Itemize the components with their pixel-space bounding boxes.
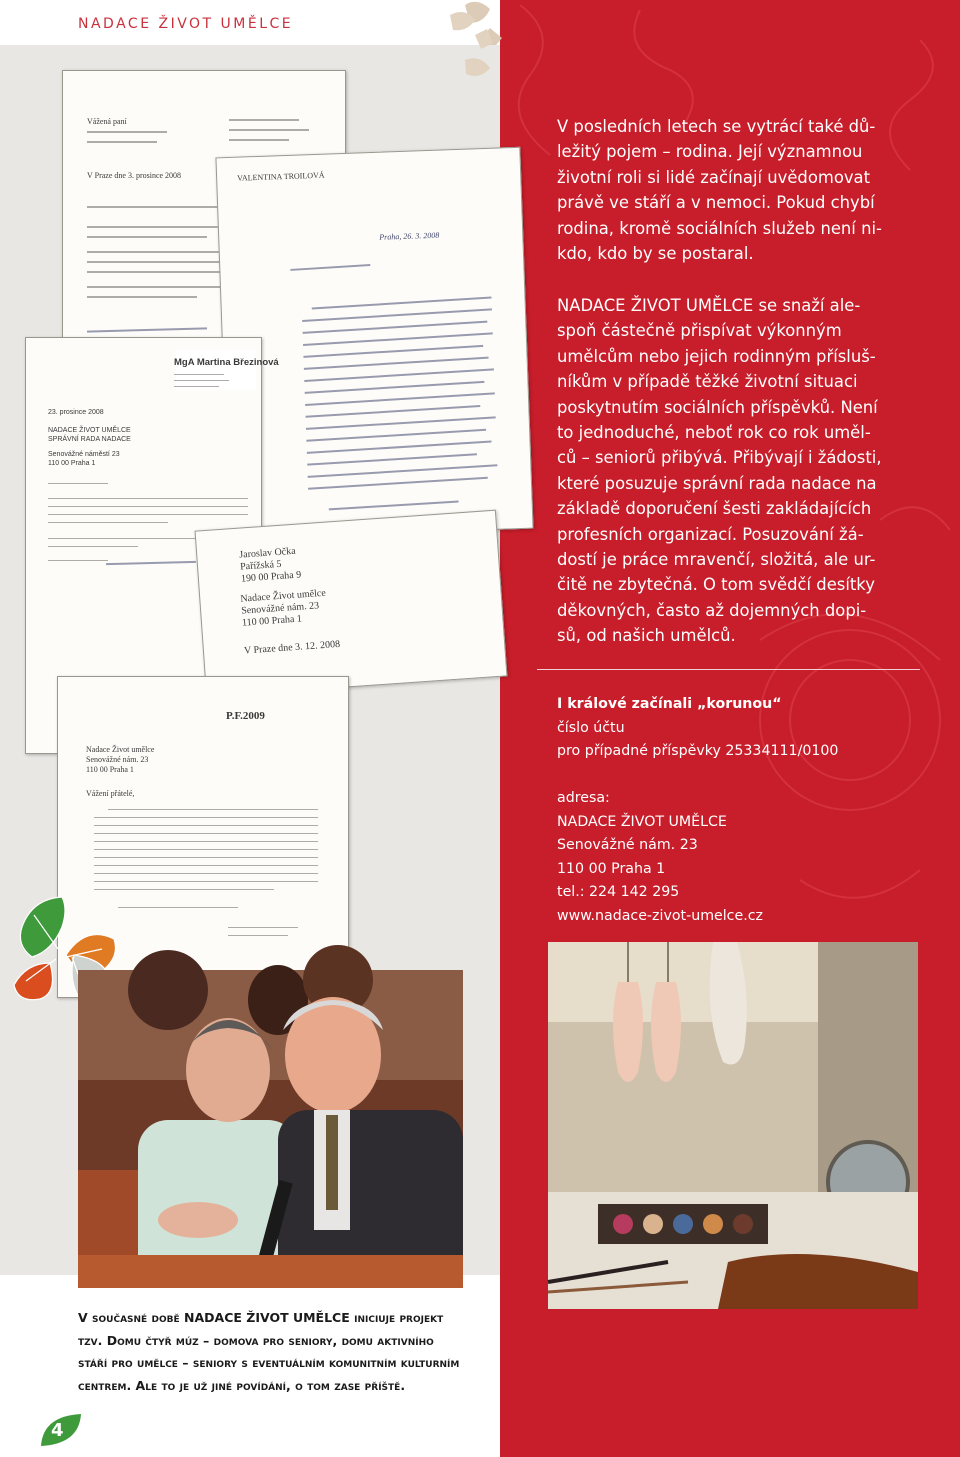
caption-line: V současné době NADACE ŽIVOT UMĚLCE iniciuje projekt [78,1310,444,1325]
letter-sender: Pařížská 5 [239,558,282,573]
website-link[interactable]: www.nadace-zivot-umelce.cz [557,907,763,924]
divider [537,669,920,670]
text-line: čitě ne zbytečná. O tom svědčí desítky [557,575,875,595]
ornament-icon [430,5,500,95]
intro-paragraph [557,114,897,266]
text-line: ců – seniorů přibývá. Přibývají i žádosti, [557,448,882,468]
text-line: sů, od našich umělců. [557,626,736,646]
address-org: NADACE ŽIVOT UMĚLCE [557,813,727,830]
text-line: právě ve stáří a v nemoci. Pokud chybí [557,193,875,213]
letter-recipient: Nadace Život umělce [240,587,327,605]
page-number-badge [37,1412,87,1452]
caption-line: tzv. Domu čtyř múz – domova pro seniory, domu aktivního [78,1332,434,1348]
page-number: 4 [51,1420,64,1441]
letter-recipient: 110 00 Praha 1 [241,613,303,629]
photo-dressing-table [548,942,918,1309]
caption [78,1307,478,1397]
letter-2 [215,147,533,539]
text-line: které posuzuje správní rada nadace na [557,473,877,493]
photo-dressing-table-illustration [548,942,918,1309]
address-street: Senovážné nám. 23 [557,837,698,853]
letter-date: V Praze dne 3. 12. 2008 [243,638,341,657]
text-line: to jednoduché, neboť rok co rok uměl- [557,423,871,443]
text-line: rodina, kromě sociálních služeb není ni- [557,218,882,238]
letter-date: 23. prosince 2008 [48,409,104,416]
letter-sender: 190 00 Praha 9 [240,569,302,585]
letter-recipient: Senovážné nám. 23 [86,755,149,764]
letter-address-line: NADACE ŽIVOT UMĚLCE [48,427,131,434]
text-line: níkům v případě těžké životní situaci [557,372,858,392]
text-line: základě doporučení šesti zakládajících [557,499,872,519]
text-line: ležitý pojem – rodina. Její významnou [557,142,863,162]
text-line: NADACE ŽIVOT UMĚLCE se snaží ale- [557,296,861,315]
photo-elderly-couple [78,970,463,1288]
photo-elderly-couple-illustration [78,970,463,1288]
letter-recipient: Nadace Život umělce [86,745,155,754]
account-number: pro případné příspěvky 25334111/0100 [557,743,839,759]
letter-header: VALENTINA TROILOVÁ [237,170,325,183]
text-line: dostí je práce mravenčí, složitá, ale ur- [557,550,876,570]
text-line: profesních organizací. Posuzování žá- [557,524,864,544]
phone: tel.: 224 142 295 [557,884,680,900]
letter-greeting: Vážení přátelé, [86,789,135,798]
letter-date: V Praze dne 3. prosince 2008 [87,171,182,180]
letter-pf: P.F.2009 [226,710,265,722]
text-line: životní roli si lidé začínají uvědomovat [557,167,871,187]
contact-block [557,693,937,928]
account-label: číslo účtu [557,719,625,736]
letter-sender: Vážená paní [87,117,127,126]
address-city: 110 00 Praha 1 [557,860,666,877]
header-title: NADACE ŽIVOT UMĚLCE [78,16,294,32]
letter-date: Praha, 26. 3. 2008 [379,230,440,242]
letter-name: MgA Martina Březinová [174,357,279,368]
letter-address-line: 110 00 Praha 1 [48,460,96,467]
letter-recipient: Senovážné nám. 23 [240,600,320,617]
text-line: umělcům nebo jejich rodinným přísluš- [557,346,876,366]
contact-title: I králové začínali „korunou“ [557,696,782,712]
caption-line: stáří pro umělce – seniory s eventuálním komunitním kulturním [78,1355,460,1370]
text-line: děkovných, často až dojemných dopi- [557,600,867,620]
letter-4 [195,510,508,698]
text-line: kdo, kdo by se postaral. [557,244,754,264]
caption-line: centrem. Ale to je už jiné povídání, o tom zase příště. [78,1377,406,1393]
letter-sender: Jaroslav Očka [238,545,296,561]
address-label: adresa: [557,790,610,806]
letter-address-line: SPRÁVNÍ RADA NADACE [48,436,131,443]
letter-address-line: Senovážné náměstí 23 [48,451,120,458]
letter-recipient: 110 00 Praha 1 [86,765,134,774]
text-line: poskytnutím sociálních příspěvků. Není [557,397,878,417]
text-line: V posledních letech se vytrácí také dů- [557,117,876,136]
text-line: spoň částečně přispívat výkonným [557,321,842,341]
main-paragraph [557,293,897,649]
